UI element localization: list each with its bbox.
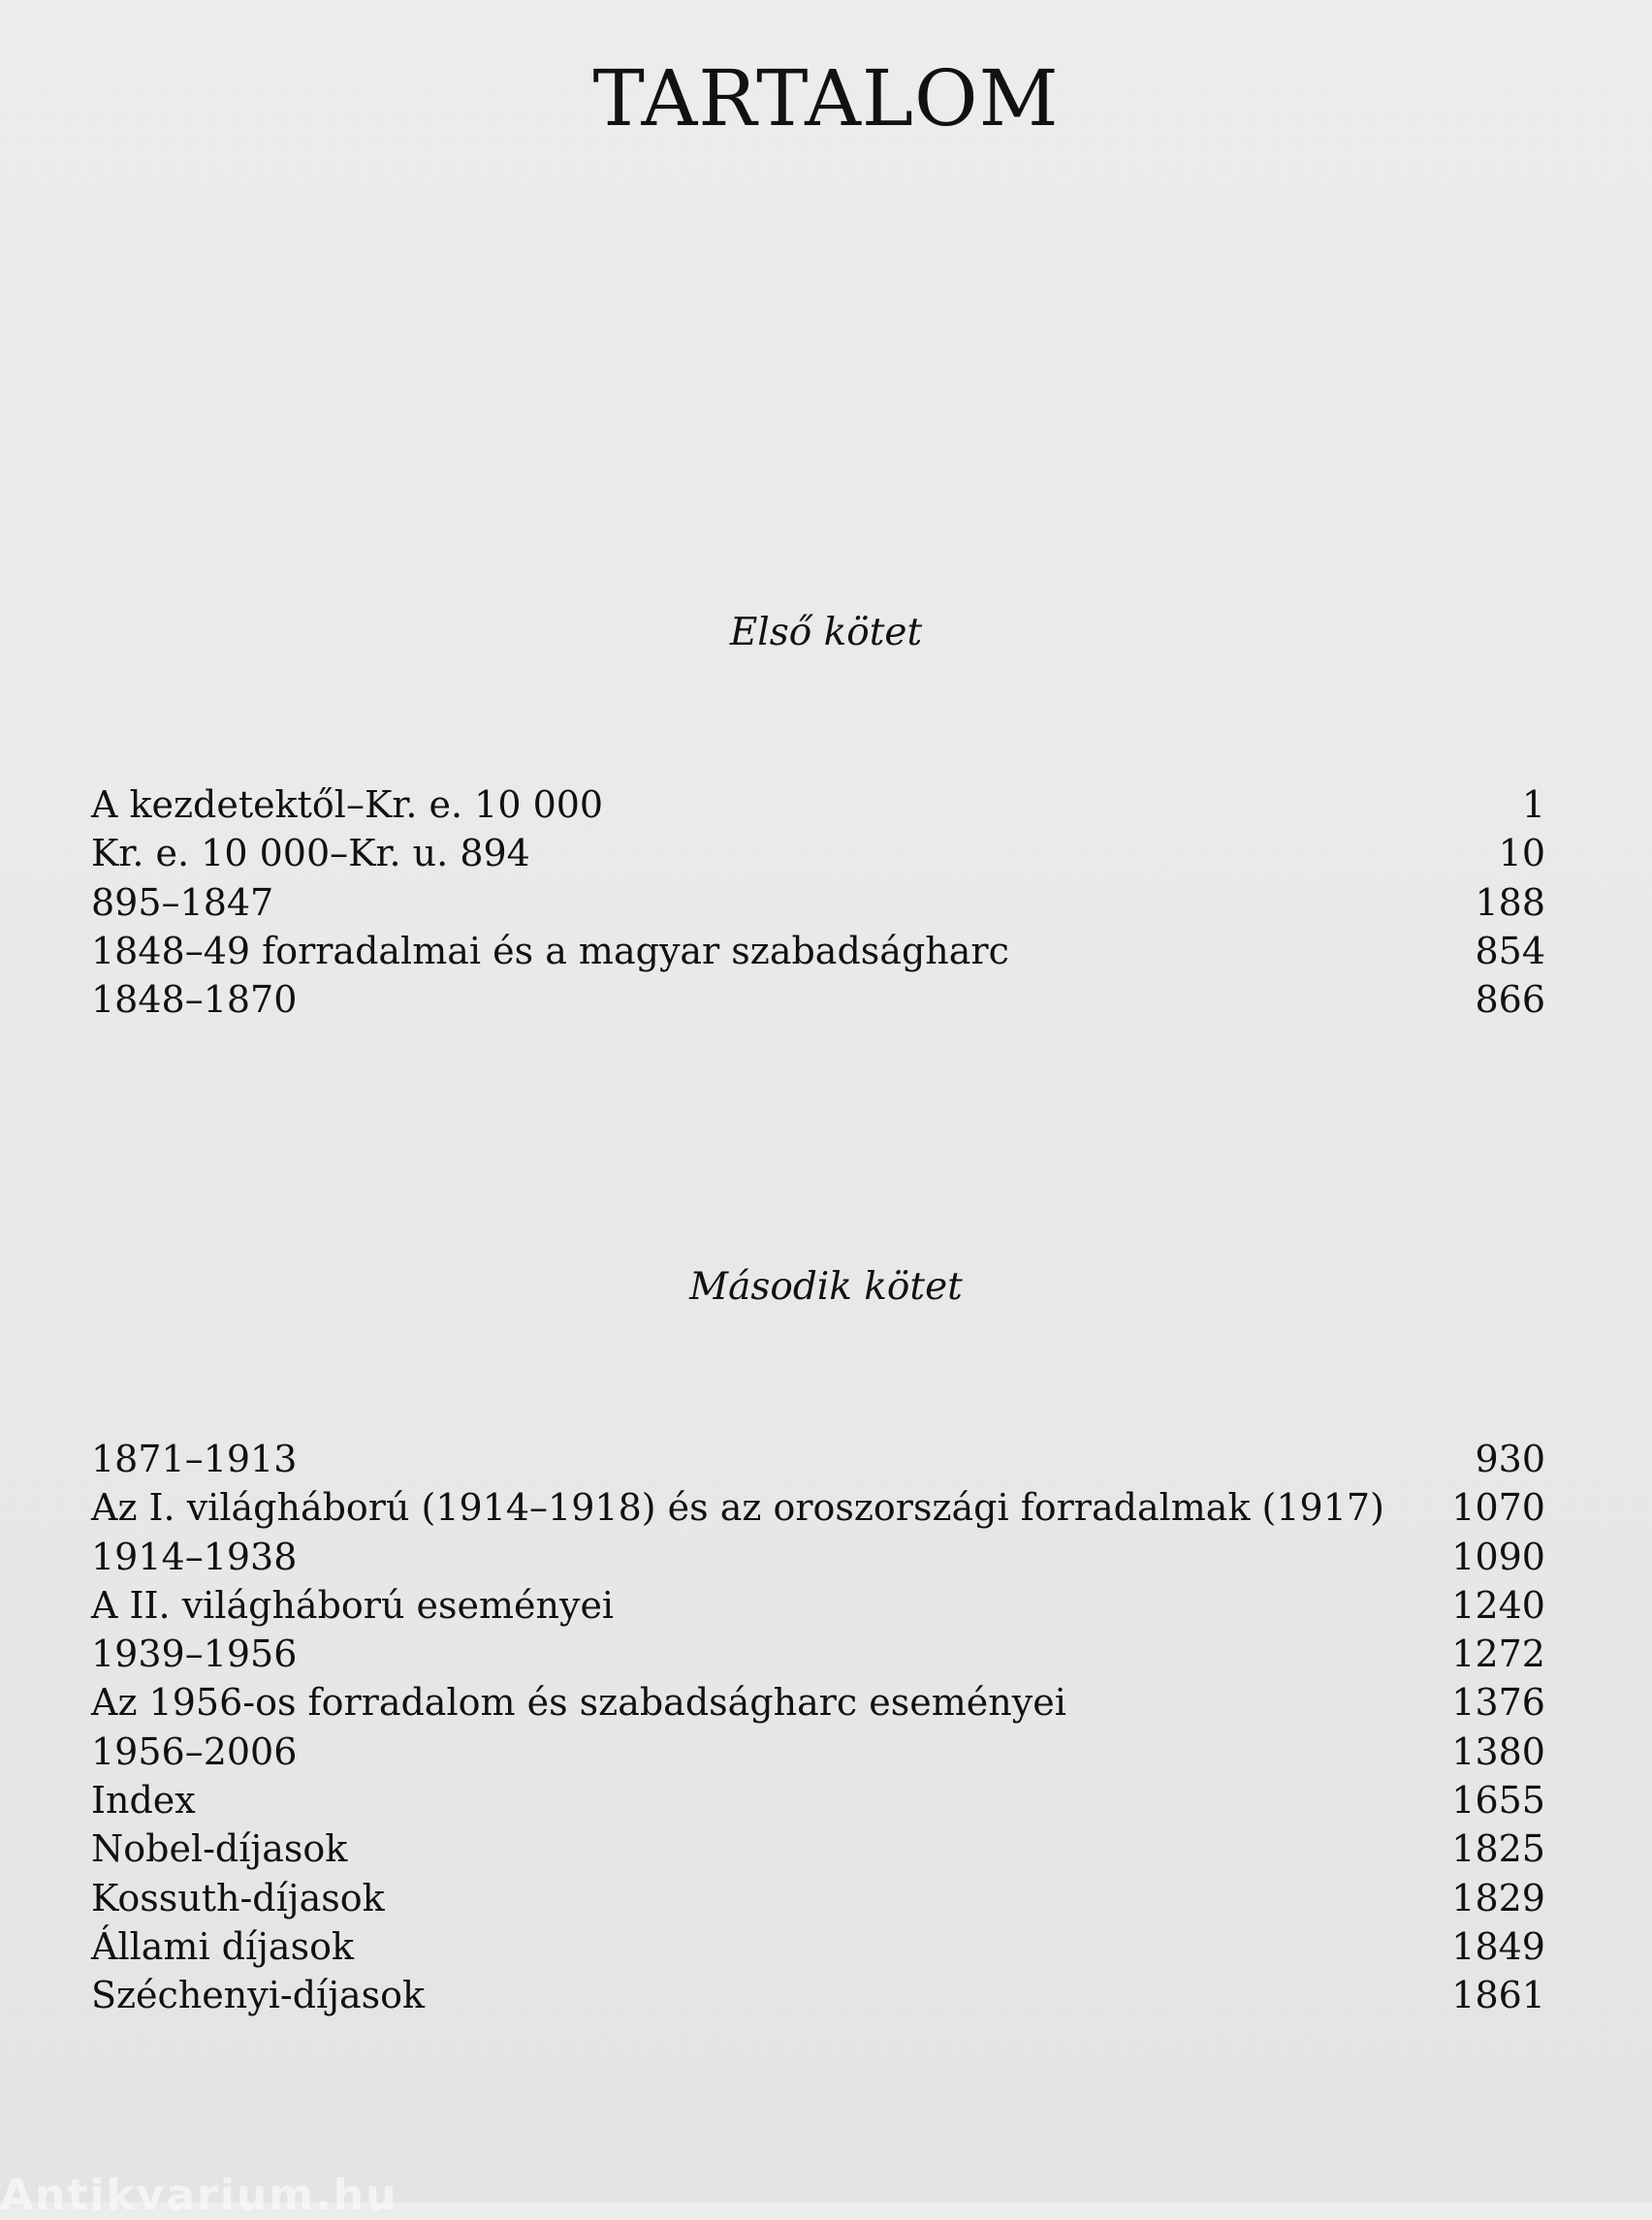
toc-entry — [91, 1630, 1545, 1678]
toc-entry-page: 1090 — [1451, 1535, 1545, 1578]
toc-entry-page: 1 — [1521, 783, 1545, 826]
toc-entry — [91, 927, 1545, 975]
toc-entry-page: 1272 — [1451, 1633, 1545, 1676]
toc-entry-label: Az I. világháború (1914–1918) és az oroszországi forradalmak (1917) — [91, 1486, 1384, 1530]
toc-entry — [91, 975, 1545, 1024]
toc-entry — [91, 878, 1545, 927]
toc-entry-label: 895–1847 — [91, 880, 274, 924]
toc-entry — [91, 780, 1545, 829]
toc-entry — [91, 1922, 1545, 1971]
toc-entry — [91, 1533, 1545, 1581]
volume-1-heading: Első kötet — [729, 611, 923, 654]
volume-2-heading: Második kötet — [689, 1265, 963, 1309]
toc-entry — [91, 829, 1545, 877]
toc-entry-page: 1829 — [1451, 1876, 1545, 1919]
toc-entry-page: 1070 — [1451, 1486, 1545, 1530]
toc-entry — [91, 1874, 1545, 1922]
toc-entry-label: 1939–1956 — [91, 1633, 298, 1676]
toc-entry — [91, 1435, 1545, 1483]
toc-entry-label: A kezdetektől–Kr. e. 10 000 — [91, 783, 604, 826]
toc-entry-page: 1655 — [1451, 1779, 1545, 1823]
toc-entry — [91, 1776, 1545, 1824]
toc-entry-label: Kossuth-díjasok — [91, 1876, 385, 1919]
toc-entry-page: 10 — [1498, 832, 1545, 875]
toc-entry-label: 1848–1870 — [91, 978, 298, 1022]
watermark: Antikvarium.hu — [0, 2171, 398, 2220]
volume-2-contents — [91, 1435, 1545, 2020]
toc-entry — [91, 1483, 1545, 1532]
volume-1-contents — [91, 780, 1545, 1024]
toc-entry-label: 1848–49 forradalmai és a magyar szabadságharc — [91, 929, 1009, 972]
toc-entry-label: Kr. e. 10 000–Kr. u. 894 — [91, 832, 530, 875]
toc-entry-label: Állami díjasok — [91, 1924, 354, 1968]
toc-entry-label: Index — [91, 1779, 196, 1823]
toc-entry-page: 1849 — [1451, 1924, 1545, 1968]
toc-entry-page: 866 — [1475, 978, 1545, 1022]
toc-entry — [91, 1728, 1545, 1776]
toc-entry — [91, 1678, 1545, 1727]
toc-entry-label: Az 1956-os forradalom és szabadságharc eseményei — [91, 1681, 1066, 1725]
toc-entry-page: 1380 — [1451, 1729, 1545, 1773]
toc-entry-page: 1861 — [1451, 1974, 1545, 2017]
toc-entry-page: 188 — [1475, 880, 1545, 924]
toc-entry-label: 1914–1938 — [91, 1535, 298, 1578]
toc-entry-label: Nobel-díjasok — [91, 1827, 348, 1871]
toc-entry-page: 1240 — [1451, 1583, 1545, 1627]
toc-entry-label: 1956–2006 — [91, 1729, 298, 1773]
toc-entry-label: 1871–1913 — [91, 1438, 298, 1480]
toc-entry-page: 930 — [1475, 1438, 1545, 1480]
toc-entry — [91, 1581, 1545, 1630]
toc-entry-page: 1376 — [1451, 1681, 1545, 1725]
toc-entry — [91, 1824, 1545, 1873]
toc-entry-label: A II. világháború eseményei — [91, 1583, 615, 1627]
toc-entry-page: 1825 — [1451, 1827, 1545, 1871]
toc-entry-label: Széchenyi-díjasok — [91, 1974, 426, 2017]
toc-entry — [91, 1971, 1545, 2019]
toc-entry-page: 854 — [1475, 929, 1545, 972]
page-title: TARTALOM — [592, 53, 1060, 143]
